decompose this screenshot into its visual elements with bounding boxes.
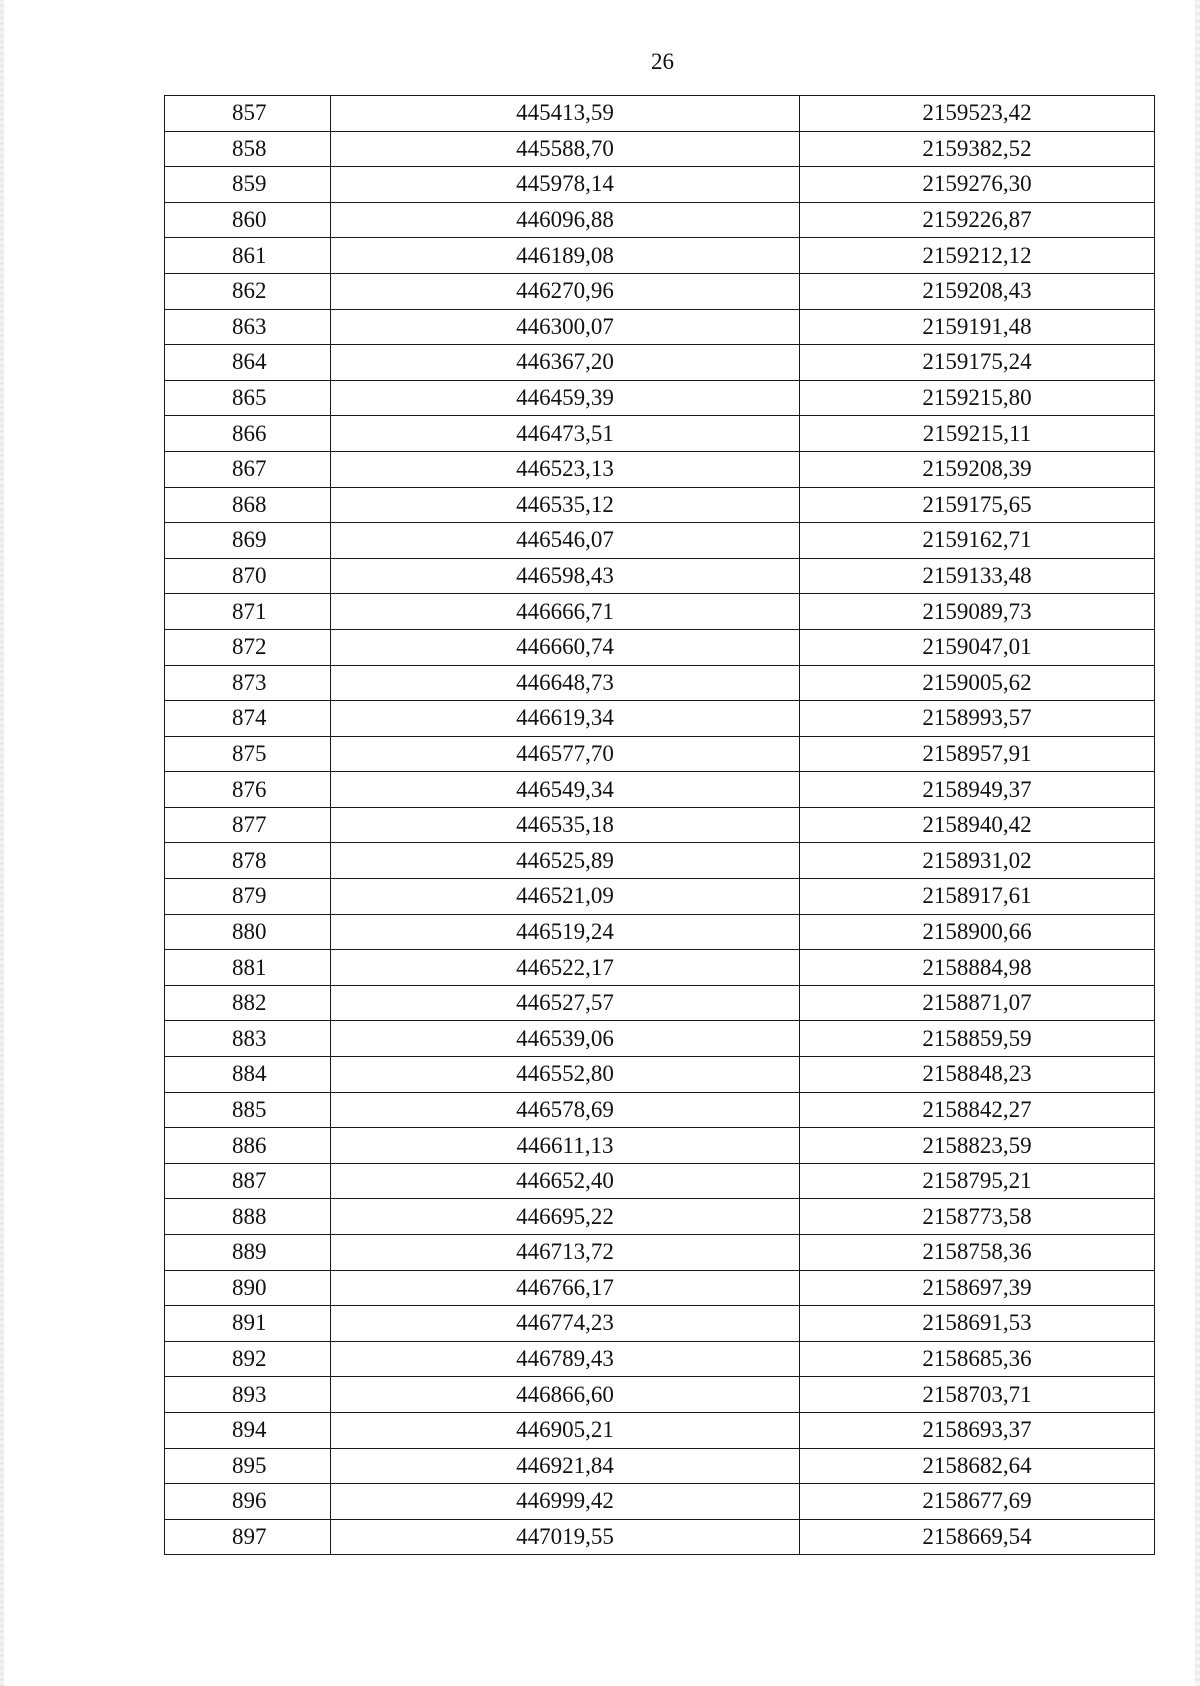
x-coordinate-cell: 446300,07 [331,309,800,345]
point-number-cell: 897 [165,1519,331,1555]
table-row [165,451,1155,487]
point-number-cell: 860 [165,202,331,238]
table-row [165,1306,1155,1342]
table-row [165,1163,1155,1199]
y-coordinate-cell: 2158758,36 [800,1235,1155,1271]
y-coordinate-cell: 2159215,80 [800,380,1155,416]
table-row [165,1377,1155,1413]
table-row [165,273,1155,309]
point-number-cell: 875 [165,736,331,772]
y-coordinate-cell: 2158823,59 [800,1128,1155,1164]
table-row [165,1199,1155,1235]
point-number-cell: 862 [165,273,331,309]
y-coordinate-cell: 2158669,54 [800,1519,1155,1555]
y-coordinate-cell: 2158871,07 [800,985,1155,1021]
point-number-cell: 884 [165,1057,331,1093]
point-number-cell: 858 [165,131,331,167]
x-coordinate-cell: 446521,09 [331,879,800,915]
y-coordinate-cell: 2158795,21 [800,1163,1155,1199]
x-coordinate-cell: 446096,88 [331,202,800,238]
x-coordinate-cell: 446189,08 [331,238,800,274]
y-coordinate-cell: 2158949,37 [800,772,1155,808]
table-row [165,345,1155,381]
point-number-cell: 887 [165,1163,331,1199]
point-number-cell: 896 [165,1484,331,1520]
point-number-cell: 877 [165,807,331,843]
table-row [165,772,1155,808]
y-coordinate-cell: 2159212,12 [800,238,1155,274]
point-number-cell: 861 [165,238,331,274]
y-coordinate-cell: 2159175,65 [800,487,1155,523]
point-number-cell: 885 [165,1092,331,1128]
table-row [165,1057,1155,1093]
table-row [165,1519,1155,1555]
point-number-cell: 857 [165,96,331,132]
table-row [165,985,1155,1021]
point-number-cell: 886 [165,1128,331,1164]
y-coordinate-cell: 2158931,02 [800,843,1155,879]
table-row [165,1021,1155,1057]
table-row [165,914,1155,950]
y-coordinate-cell: 2158682,64 [800,1448,1155,1484]
point-number-cell: 881 [165,950,331,986]
table-row [165,1412,1155,1448]
y-coordinate-cell: 2158993,57 [800,701,1155,737]
point-number-cell: 864 [165,345,331,381]
table-row [165,1448,1155,1484]
x-coordinate-cell: 446473,51 [331,416,800,452]
x-coordinate-cell: 446999,42 [331,1484,800,1520]
scan-edge-left [0,0,4,1686]
table-row [165,558,1155,594]
x-coordinate-cell: 446921,84 [331,1448,800,1484]
x-coordinate-cell: 446367,20 [331,345,800,381]
table-row [165,1484,1155,1520]
x-coordinate-cell: 446648,73 [331,665,800,701]
x-coordinate-cell: 445413,59 [331,96,800,132]
point-number-cell: 882 [165,985,331,1021]
y-coordinate-cell: 2159162,71 [800,523,1155,559]
point-number-cell: 873 [165,665,331,701]
table-row [165,523,1155,559]
coordinates-table-body [165,96,1155,1555]
table-row [165,1235,1155,1271]
table-row [165,629,1155,665]
point-number-cell: 859 [165,167,331,203]
x-coordinate-cell: 447019,55 [331,1519,800,1555]
point-number-cell: 891 [165,1306,331,1342]
x-coordinate-cell: 446774,23 [331,1306,800,1342]
x-coordinate-cell: 446535,12 [331,487,800,523]
point-number-cell: 895 [165,1448,331,1484]
point-number-cell: 888 [165,1199,331,1235]
table-row [165,1092,1155,1128]
y-coordinate-cell: 2159208,39 [800,451,1155,487]
x-coordinate-cell: 446652,40 [331,1163,800,1199]
point-number-cell: 867 [165,451,331,487]
y-coordinate-cell: 2158703,71 [800,1377,1155,1413]
table-row [165,665,1155,701]
y-coordinate-cell: 2159382,52 [800,131,1155,167]
table-row [165,950,1155,986]
y-coordinate-cell: 2158685,36 [800,1341,1155,1377]
table-row [165,202,1155,238]
y-coordinate-cell: 2159047,01 [800,629,1155,665]
point-number-cell: 872 [165,629,331,665]
y-coordinate-cell: 2158693,37 [800,1412,1155,1448]
table-row [165,131,1155,167]
table-row [165,807,1155,843]
y-coordinate-cell: 2159523,42 [800,96,1155,132]
y-coordinate-cell: 2158848,23 [800,1057,1155,1093]
x-coordinate-cell: 446549,34 [331,772,800,808]
point-number-cell: 890 [165,1270,331,1306]
y-coordinate-cell: 2159133,48 [800,558,1155,594]
x-coordinate-cell: 446522,17 [331,950,800,986]
point-number-cell: 883 [165,1021,331,1057]
x-coordinate-cell: 446519,24 [331,914,800,950]
y-coordinate-cell: 2159276,30 [800,167,1155,203]
x-coordinate-cell: 446539,06 [331,1021,800,1057]
point-number-cell: 879 [165,879,331,915]
x-coordinate-cell: 446552,80 [331,1057,800,1093]
table-row [165,843,1155,879]
x-coordinate-cell: 446905,21 [331,1412,800,1448]
table-row [165,487,1155,523]
y-coordinate-cell: 2159215,11 [800,416,1155,452]
x-coordinate-cell: 446523,13 [331,451,800,487]
point-number-cell: 878 [165,843,331,879]
table-row [165,1128,1155,1164]
point-number-cell: 894 [165,1412,331,1448]
table-row [165,879,1155,915]
point-number-cell: 868 [165,487,331,523]
page-number: 26 [651,49,674,74]
point-number-cell: 874 [165,701,331,737]
table-row [165,309,1155,345]
table-row [165,594,1155,630]
x-coordinate-cell: 446525,89 [331,843,800,879]
y-coordinate-cell: 2159208,43 [800,273,1155,309]
point-number-cell: 863 [165,309,331,345]
y-coordinate-cell: 2158697,39 [800,1270,1155,1306]
point-number-cell: 866 [165,416,331,452]
x-coordinate-cell: 446866,60 [331,1377,800,1413]
y-coordinate-cell: 2159226,87 [800,202,1155,238]
x-coordinate-cell: 446713,72 [331,1235,800,1271]
table-row [165,96,1155,132]
point-number-cell: 869 [165,523,331,559]
x-coordinate-cell: 446695,22 [331,1199,800,1235]
x-coordinate-cell: 446611,13 [331,1128,800,1164]
coordinates-table [164,95,1155,1555]
table-row [165,1341,1155,1377]
x-coordinate-cell: 445588,70 [331,131,800,167]
table-row [165,167,1155,203]
x-coordinate-cell: 446766,17 [331,1270,800,1306]
x-coordinate-cell: 446666,71 [331,594,800,630]
y-coordinate-cell: 2158917,61 [800,879,1155,915]
x-coordinate-cell: 446535,18 [331,807,800,843]
y-coordinate-cell: 2158900,66 [800,914,1155,950]
x-coordinate-cell: 446459,39 [331,380,800,416]
y-coordinate-cell: 2158859,59 [800,1021,1155,1057]
point-number-cell: 871 [165,594,331,630]
table-row [165,380,1155,416]
table-row [165,1270,1155,1306]
table-row [165,238,1155,274]
y-coordinate-cell: 2159005,62 [800,665,1155,701]
point-number-cell: 893 [165,1377,331,1413]
x-coordinate-cell: 446578,69 [331,1092,800,1128]
point-number-cell: 865 [165,380,331,416]
y-coordinate-cell: 2159089,73 [800,594,1155,630]
y-coordinate-cell: 2158884,98 [800,950,1155,986]
table-row [165,736,1155,772]
x-coordinate-cell: 446660,74 [331,629,800,665]
point-number-cell: 889 [165,1235,331,1271]
point-number-cell: 880 [165,914,331,950]
table-row [165,416,1155,452]
x-coordinate-cell: 446619,34 [331,701,800,737]
x-coordinate-cell: 446598,43 [331,558,800,594]
x-coordinate-cell: 446270,96 [331,273,800,309]
point-number-cell: 892 [165,1341,331,1377]
y-coordinate-cell: 2158691,53 [800,1306,1155,1342]
y-coordinate-cell: 2159191,48 [800,309,1155,345]
y-coordinate-cell: 2158940,42 [800,807,1155,843]
y-coordinate-cell: 2158957,91 [800,736,1155,772]
table-row [165,701,1155,737]
x-coordinate-cell: 446577,70 [331,736,800,772]
y-coordinate-cell: 2159175,24 [800,345,1155,381]
y-coordinate-cell: 2158773,58 [800,1199,1155,1235]
x-coordinate-cell: 445978,14 [331,167,800,203]
point-number-cell: 870 [165,558,331,594]
point-number-cell: 876 [165,772,331,808]
y-coordinate-cell: 2158842,27 [800,1092,1155,1128]
scan-edge-right [1195,0,1200,1686]
x-coordinate-cell: 446789,43 [331,1341,800,1377]
x-coordinate-cell: 446546,07 [331,523,800,559]
x-coordinate-cell: 446527,57 [331,985,800,1021]
y-coordinate-cell: 2158677,69 [800,1484,1155,1520]
